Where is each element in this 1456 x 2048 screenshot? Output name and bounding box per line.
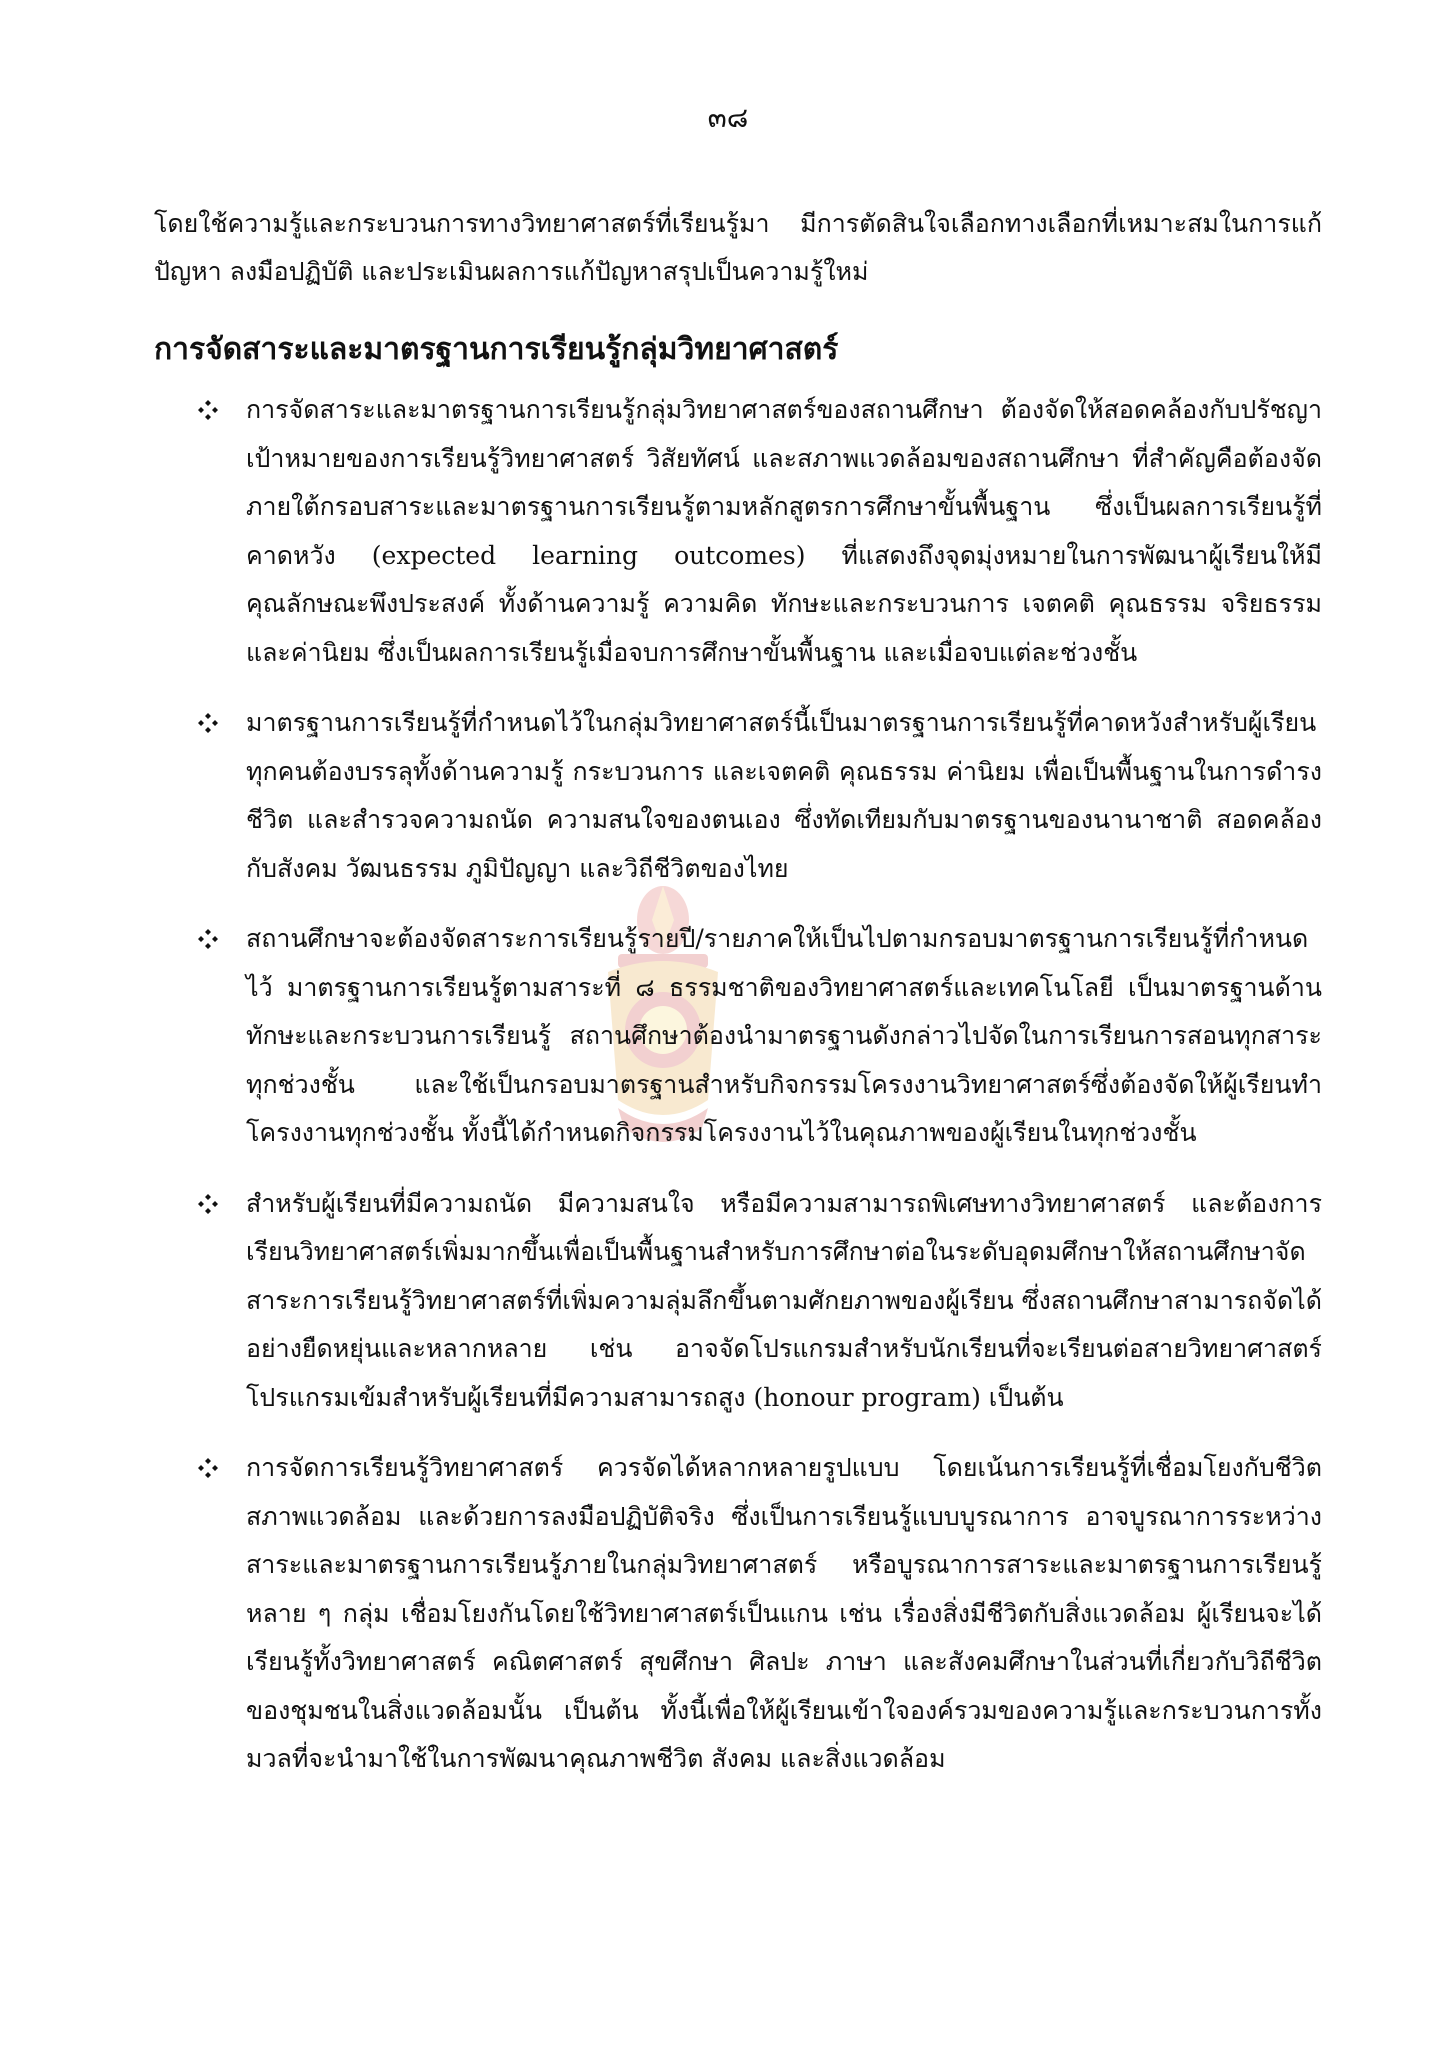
- diamond-dots-bullet-icon: [196, 1456, 220, 1480]
- bullet-text: การจัดสาระและมาตรฐานการเรียนรู้กลุ่มวิทยาศาสตร์ของสถานศึกษา ต้องจัดให้สอดคล้องกับปรัชญา เป้าหมายของการเรียนรู้วิทยาศาสตร์ วิสัยทัศน์ และสภาพแวดล้อมของสถานศึกษา ที่สำคัญคือต้องจัดภายใต้กรอบสาระและมาตรฐานการเรียนรู้ตามหลักสูตรการศึกษาขั้นพื้นฐาน ซึ่งเป็นผลการเรียนรู้ที่คาดหวัง (expected learning outcomes) ที่แสดงถึงจุดมุ่งหมายในการพัฒนาผู้เรียนให้มีคุณลักษณะพึงประสงค์ ทั้งด้านความรู้ ความคิด ทักษะและกระบวนการ เจตคติ คุณธรรม จริยธรรม และค่านิยม ซึ่งเป็นผลการเรียนรู้เมื่อจบการศึกษาขั้นพื้นฐาน และเมื่อจบแต่ละช่วงชั้น: [246, 395, 1322, 667]
- bullet-text: สถานศึกษาจะต้องจัดสาระการเรียนรู้รายปี/รายภาคให้เป็นไปตามกรอบมาตรฐานการเรียนรู้ที่กำหนดไว้ มาตรฐานการเรียนรู้ตามสาระที่ ๘ ธรรมชาติของวิทยาศาสตร์และเทคโนโลยี เป็นมาตรฐานด้านทักษะและกระบวนการเรียนรู้ สถานศึกษาต้องนำมาตรฐานดังกล่าวไปจัดในการเรียนการสอนทุกสาระ ทุกช่วงชั้น และใช้เป็นกรอบมาตรฐานสำหรับกิจกรรมโครงงานวิทยาศาสตร์ซึ่งต้องจัดให้ผู้เรียนทำโครงงานทุกช่วงชั้น ทั้งนี้ได้กำหนดกิจกรรมโครงงานไว้ในคุณภาพของผู้เรียนในทุกช่วงชั้น: [246, 924, 1322, 1147]
- list-item: [154, 915, 1322, 1158]
- list-item: [154, 699, 1322, 893]
- page-number: ๓๘: [707, 101, 749, 134]
- diamond-dots-bullet-icon: [196, 398, 220, 422]
- bullet-text: มาตรฐานการเรียนรู้ที่กำหนดไว้ในกลุ่มวิทยาศาสตร์นี้เป็นมาตรฐานการเรียนรู้ที่คาดหวังสำหรับผู้เรียนทุกคนต้องบรรลุทั้งด้านความรู้ กระบวนการ และเจตคติ คุณธรรม ค่านิยม เพื่อเป็นพื้นฐานในการดำรงชีวิต และสำรวจความถนัด ความสนใจของตนเอง ซึ่งทัดเทียมกับมาตรฐานของนานาชาติ สอดคล้องกับสังคม วัฒนธรรม ภูมิปัญญา และวิถีชีวิตของไทย: [246, 708, 1322, 883]
- list-item: [154, 1444, 1322, 1784]
- bullet-text: สำหรับผู้เรียนที่มีความถนัด มีความสนใจ หรือมีความสามารถพิเศษทางวิทยาศาสตร์ และต้องการเรียนวิทยาศาสตร์เพิ่มมากขึ้นเพื่อเป็นพื้นฐานสำหรับการศึกษาต่อในระดับอุดมศึกษาให้สถานศึกษาจัดสาระการเรียนรู้วิทยาศาสตร์ที่เพิ่มความลุ่มลึกขึ้นตามศักยภาพของผู้เรียน ซึ่งสถานศึกษาสามารถจัดได้อย่างยืดหยุ่นและหลากหลาย เช่น อาจจัดโปรแกรมสำหรับนักเรียนที่จะเรียนต่อสายวิทยาศาสตร์ โปรแกรมเข้มสำหรับผู้เรียนที่มีความสามารถสูง (honour program) เป็นต้น: [246, 1188, 1322, 1412]
- document-body: [154, 200, 1322, 1806]
- diamond-dots-bullet-icon: [196, 927, 220, 951]
- intro-paragraph: โดยใช้ความรู้และกระบวนการทางวิทยาศาสตร์ที่เรียนรู้มา มีการตัดสินใจเลือกทางเลือกที่เหมาะสมในการแก้ปัญหา ลงมือปฏิบัติ และประเมินผลการแก้ปัญหาสรุปเป็นความรู้ใหม่: [154, 209, 1322, 286]
- diamond-dots-bullet-icon: [196, 711, 220, 735]
- section-title: การจัดสาระและมาตรฐานการเรียนรู้กลุ่มวิทยาศาสตร์: [154, 332, 839, 367]
- bullet-text: การจัดการเรียนรู้วิทยาศาสตร์ ควรจัดได้หลากหลายรูปแบบ โดยเน้นการเรียนรู้ที่เชื่อมโยงกับชีวิต สภาพแวดล้อม และด้วยการลงมือปฏิบัติจริง ซึ่งเป็นการเรียนรู้แบบบูรณาการ อาจบูรณาการระหว่างสาระและมาตรฐานการเรียนรู้ภายในกลุ่มวิทยาศาสตร์ หรือบูรณาการสาระและมาตรฐานการเรียนรู้หลาย ๆ กลุ่ม เชื่อมโยงกันโดยใช้วิทยาศาสตร์เป็นแกน เช่น เรื่องสิ่งมีชีวิตกับสิ่งแวดล้อม ผู้เรียนจะได้เรียนรู้ทั้งวิทยาศาสตร์ คณิตศาสตร์ สุขศึกษา ศิลปะ ภาษา และสังคมศึกษาในส่วนที่เกี่ยวกับวิถีชีวิตของชุมชนในสิ่งแวดล้อมนั้น เป็นต้น ทั้งนี้เพื่อให้ผู้เรียนเข้าใจองค์รวมของความรู้และกระบวนการทั้งมวลที่จะนำมาใช้ในการพัฒนาคุณภาพชีวิต สังคม และสิ่งแวดล้อม: [246, 1453, 1322, 1773]
- intro-section: [154, 200, 1322, 296]
- list-item: [154, 1180, 1322, 1423]
- diamond-dots-bullet-icon: [196, 1192, 220, 1216]
- list-item: [154, 386, 1322, 677]
- bullet-list: [154, 386, 1322, 1784]
